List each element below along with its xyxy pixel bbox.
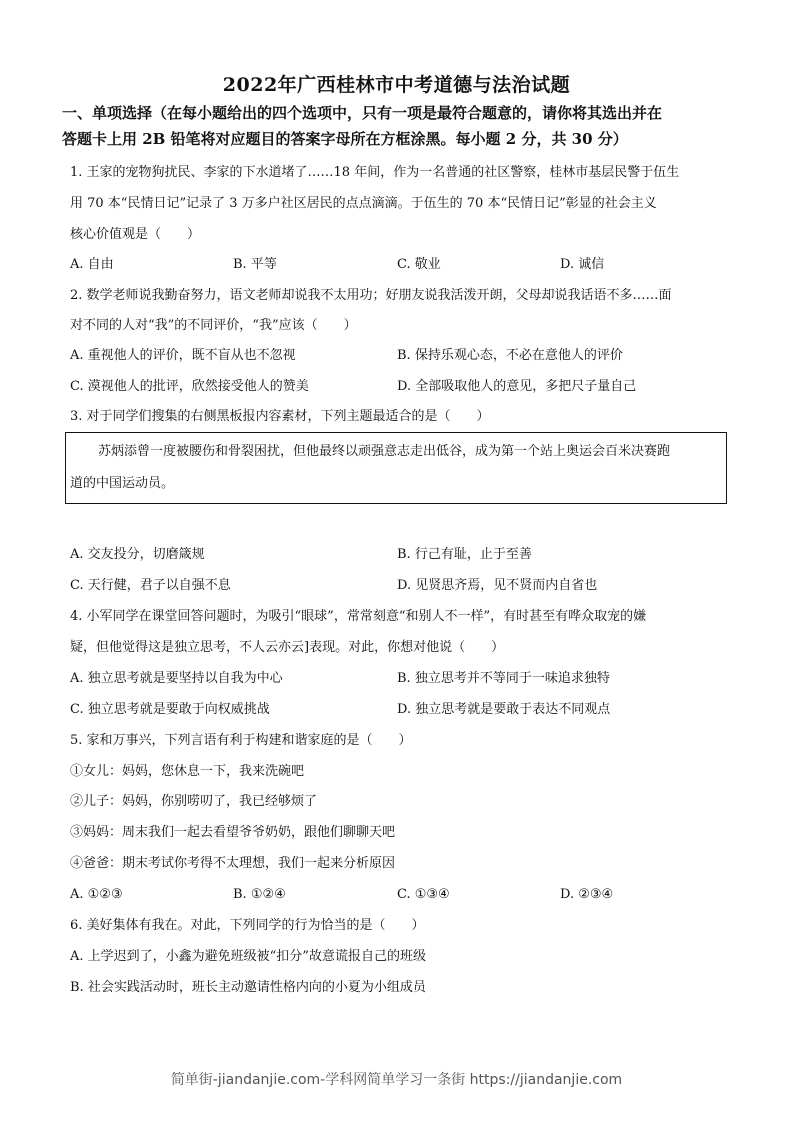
question-2-line-1: 2. 数学老师说我勤奋努力，语文老师却说我不太用功；好朋友说我活泼开朗，父母却说我话语不多……面 xyxy=(70,288,672,303)
question-5-line-1: 5. 家和万事兴，下列言语有利于构建和谐家庭的是（ ） xyxy=(70,733,412,748)
question-3-option-a: A. 交友投分，切磨箴规 xyxy=(70,547,205,562)
question-5-option-c: C. ①③④ xyxy=(397,887,450,902)
question-4-option-c: C. 独立思考就是要敢于向权威挑战 xyxy=(70,702,270,717)
question-2-line-2: 对不同的人对“我”的不同评价，“我”应该（ ） xyxy=(70,318,357,333)
question-3-line-1: 3. 对于同学们搜集的右侧黑板报内容素材，下列主题最适合的是（ ） xyxy=(70,409,490,424)
footer-watermark: 简单街-jiandanjie.com-学科网简单学习一条街 https://jiandanjie.com xyxy=(170,1072,623,1088)
question-5-option-d: D. ②③④ xyxy=(560,887,614,902)
question-4-line-2: 疑，但他觉得这是独立思考，不人云亦云]表现。对此，你想对他说（ ） xyxy=(70,640,505,655)
question-6-line-1: 6. 美好集体有我在。对此，下列同学的行为恰当的是（ ） xyxy=(70,918,425,933)
question-3-option-d: D. 见贤思齐焉，见不贤而内自省也 xyxy=(397,578,598,593)
question-1-option-b: B. 平等 xyxy=(233,257,277,272)
question-1-line-1: 1. 王家的宠物狗扰民、李家的下水道堵了……18 年间，作为一名普通的社区警察，桂林市基层民警于伍生 xyxy=(70,165,680,180)
question-6-option-a: A. 上学迟到了，小鑫为避免班级被“扣分”故意谎报自己的班级 xyxy=(70,949,426,964)
question-5-statement-3: ③妈妈：周末我们一起去看望爷爷奶奶，跟他们聊聊天吧 xyxy=(70,825,396,840)
question-6-option-b: B. 社会实践活动时，班长主动邀请性格内向的小夏为小组成员 xyxy=(70,980,426,995)
question-4-option-a: A. 独立思考就是要坚持以自我为中心 xyxy=(70,671,283,686)
question-2-option-c: C. 漠视他人的批评，欣然接受他人的赞美 xyxy=(70,379,309,394)
section-heading-line-2: 答题卡上用 2B 铅笔将对应题目的答案字母所在方框涂黑。每小题 2 分，共 30 分） xyxy=(62,130,628,148)
question-5-statement-1: ①女儿：妈妈，您休息一下，我来洗碗吧 xyxy=(70,764,305,779)
question-5-option-b: B. ①②④ xyxy=(233,887,286,902)
material-line-2: 道的中国运动员。 xyxy=(70,476,175,491)
question-4-option-b: B. 独立思考并不等同于一味追求独特 xyxy=(397,671,610,686)
page-title: 2022年广西桂林市中考道德与法治试题 xyxy=(222,74,571,96)
question-3-option-b: B. 行己有耻，止于至善 xyxy=(397,547,532,562)
material-box xyxy=(65,432,727,504)
question-5-statement-2: ②儿子：妈妈，你别唠叨了，我已经够烦了 xyxy=(70,794,318,809)
question-5-option-a: A. ①②③ xyxy=(70,887,123,902)
question-1-option-d: D. 诚信 xyxy=(560,257,605,272)
question-2-option-b: B. 保持乐观心态，不必在意他人的评价 xyxy=(397,348,623,363)
question-5-statement-4: ④爸爸：期末考试你考得不太理想，我们一起来分析原因 xyxy=(70,856,396,871)
question-3-option-c: C. 天行健，君子以自强不息 xyxy=(70,578,231,593)
question-1-option-a: A. 自由 xyxy=(70,257,114,272)
question-4-option-d: D. 独立思考就是要敢于表达不同观点 xyxy=(397,702,611,717)
question-1-option-c: C. 敬业 xyxy=(397,257,441,272)
question-1-line-2: 用 70 本“民情日记”记录了 3 万多户社区居民的点点滴滴。于伍生的 70 本“民情日记”彰显的社会主义 xyxy=(70,196,657,211)
question-4-line-1: 4. 小军同学在课堂回答问题时，为吸引“眼球”，常常刻意“和别人不一样”，有时甚至有哗众取宠的嫌 xyxy=(70,609,647,624)
question-1-line-3: 核心价值观是（ ） xyxy=(70,227,201,242)
question-2-option-a: A. 重视他人的评价，既不盲从也不忽视 xyxy=(70,348,296,363)
question-2-option-d: D. 全部吸取他人的意见，多把尺子量自己 xyxy=(397,379,637,394)
section-heading-line-1: 一、单项选择（在每小题给出的四个选项中，只有一项是最符合题意的，请你将其选出并在 xyxy=(62,104,663,122)
material-line-1: 苏炳添曾一度被腰伤和骨裂困扰，但他最终以顽强意志走出低谷，成为第一个站上奥运会百米决赛跑 xyxy=(98,444,671,459)
